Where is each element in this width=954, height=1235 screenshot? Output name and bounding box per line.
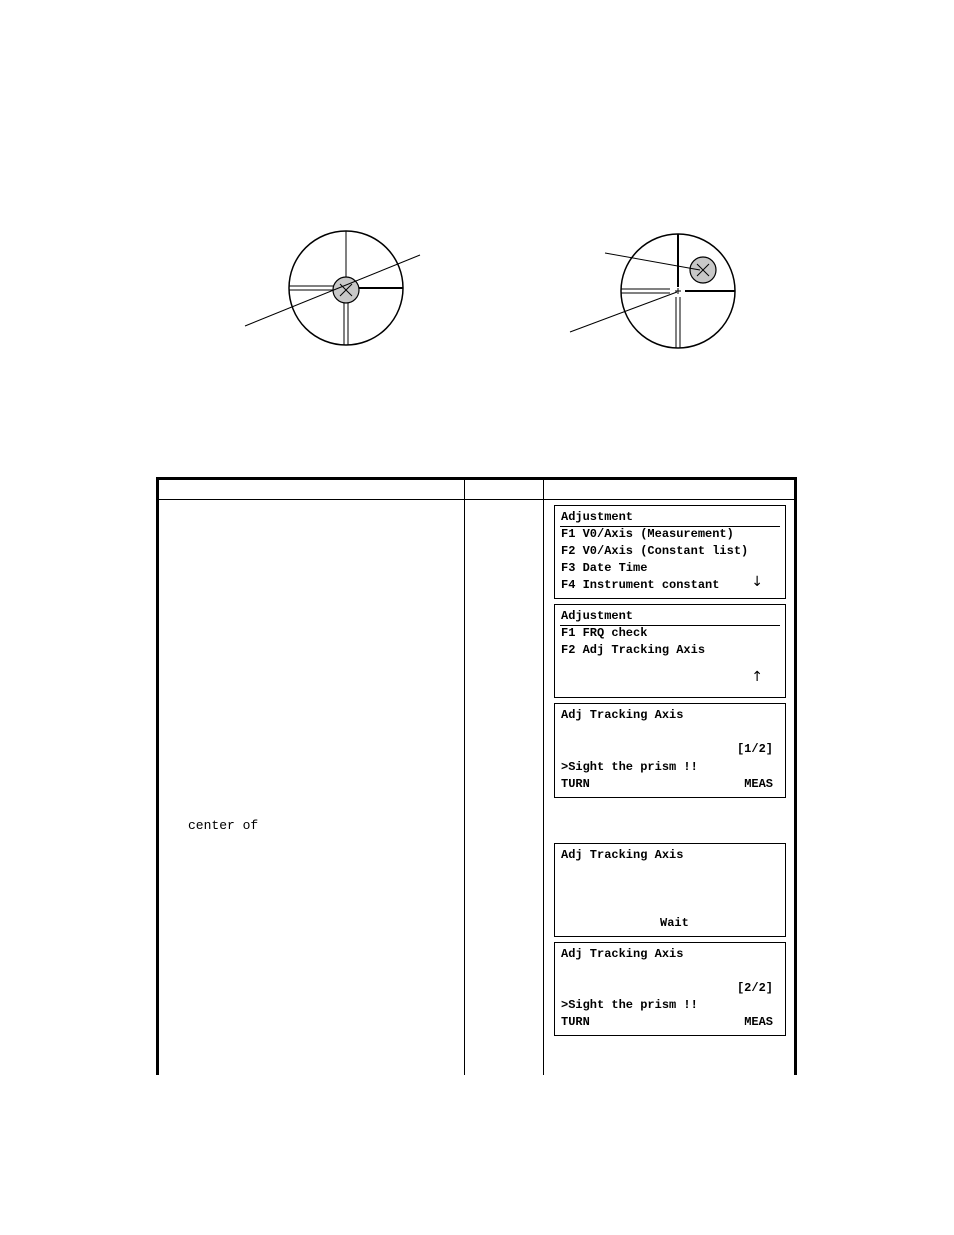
- arrow-up-icon: ↑: [751, 669, 763, 685]
- page-indicator: [2/2]: [736, 981, 773, 995]
- table-column-divider-display: [543, 477, 544, 1075]
- menu-item-f1: F1 FRQ check: [561, 626, 648, 640]
- lcd-screen-tracking-axis-step-1: [554, 703, 786, 798]
- reticle-centered: [245, 231, 420, 345]
- menu-item-f4: F4 Instrument constant: [561, 578, 720, 592]
- sight-prism-message: >Sight the prism !!: [561, 760, 698, 774]
- table-left-border: [156, 477, 159, 1075]
- table-header-divider: [156, 499, 797, 500]
- page-indicator: [1/2]: [736, 742, 773, 756]
- arrow-down-icon: ↓: [751, 574, 763, 590]
- lcd-title: Adj Tracking Axis: [561, 848, 684, 862]
- softkey-meas: MEAS: [744, 1015, 773, 1029]
- lcd-screen-adjustment-menu-1: [554, 505, 786, 599]
- menu-item-f2: F2 V0/Axis (Constant list): [561, 544, 749, 558]
- lcd-title: Adjustment: [561, 510, 634, 524]
- table-column-divider-operation: [464, 477, 465, 1075]
- lcd-title: Adj Tracking Axis: [561, 708, 684, 722]
- lcd-title: Adjustment: [561, 609, 634, 623]
- operation-text: center of: [188, 818, 259, 833]
- reticle-diagrams: [0, 0, 954, 420]
- lcd-title: Adj Tracking Axis: [561, 947, 684, 961]
- table-right-border: [794, 477, 797, 1075]
- softkey-turn: TURN: [561, 777, 590, 791]
- reticle-offset: [570, 234, 735, 348]
- lcd-screen-adjustment-menu-2: [554, 604, 786, 698]
- sight-prism-message: >Sight the prism !!: [561, 998, 698, 1012]
- table-top-border: [156, 477, 797, 480]
- menu-item-f3: F3 Date Time: [561, 561, 648, 575]
- lcd-screen-tracking-axis-wait: [554, 843, 786, 937]
- softkey-meas: MEAS: [744, 777, 773, 791]
- menu-item-f2: F2 Adj Tracking Axis: [561, 643, 706, 657]
- softkey-turn: TURN: [561, 1015, 590, 1029]
- wait-status: Wait: [660, 916, 689, 930]
- lcd-screen-tracking-axis-step-2: [554, 942, 786, 1036]
- menu-item-f1: F1 V0/Axis (Measurement): [561, 527, 734, 541]
